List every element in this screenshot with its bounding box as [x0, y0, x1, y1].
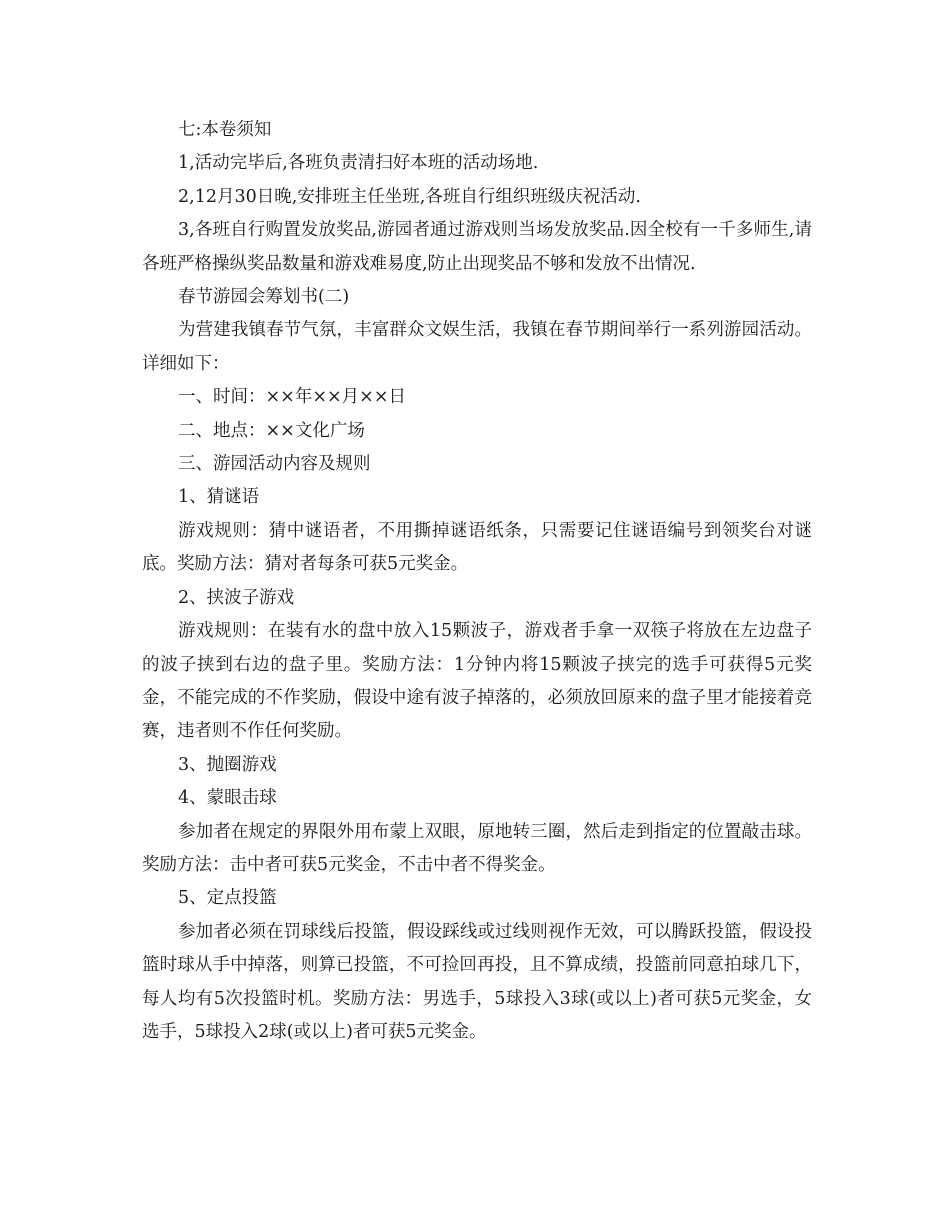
note-item-2: 2,12月30日晚,安排班主任坐班,各班自行组织班级庆祝活动.: [178, 186, 641, 207]
activity-heading-ring-toss: 3、抛圈游戏: [178, 754, 277, 775]
note-item-3: 3,各班自行购置发放奖品,游园者通过游戏则当场发放奖品.因全校有一千多师生,请各班严格操纵奖品数量和游戏难易度,防止出现奖品不够和发放不出情况.: [142, 220, 812, 274]
activity-heading-basketball: 5、定点投篮: [178, 888, 277, 909]
location-line: 二、地点：××文化广场: [178, 420, 365, 441]
activity-rules-blindfold: 参加者在规定的界限外用布蒙上双眼，原地转三圈，然后走到指定的位置敲击球。奖励方法：击中者可获5元奖金，不击中者不得奖金。: [142, 821, 812, 875]
time-line: 一、时间：××年××月××日: [178, 387, 406, 408]
activity-rules-marbles: 游戏规则：在装有水的盘中放入15颗波子，游戏者手拿一双筷子将放在左边盘子的波子挟到右边的盘子里。奖励方法：1分钟内将15颗波子挟完的选手可获得5元奖金，不能完成的不作奖励，假设中途有波子掉落的，必须放回原来的盘子里才能接着竞赛，违者则不作任何奖励。: [142, 621, 812, 742]
note-item-1: 1,活动完毕后,各班负责清扫好本班的活动场地.: [178, 153, 539, 174]
activity-rules-basketball: 参加者必须在罚球线后投篮，假设踩线或过线则视作无效，可以腾跃投篮，假设投篮时球从手中掉落，则算已投篮，不可捡回再投，且不算成绩，投篮前同意拍球几下，每人均有5次投篮时机。奖励方法：男选手，5球投入3球(或以上)者可获5元奖金，女选手，5球投入2球(或以上)者可获5元奖金。: [142, 921, 812, 1042]
activity-heading-riddles: 1、猜谜语: [178, 487, 260, 508]
activity-rules-riddles: 游戏规则：猜中谜语者，不用撕掉谜语纸条，只需要记住谜语编号到领奖台对谜底。奖励方法：猜对者每条可获5元奖金。: [142, 520, 812, 575]
intro-paragraph: 为营建我镇春节气氛，丰富群众文娱生活，我镇在春节期间举行一系列游园活动。详细如下：: [142, 320, 812, 374]
document-body: [142, 114, 812, 1049]
activity-heading-marbles: 2、挟波子游戏: [178, 587, 295, 608]
activity-heading-blindfold: 4、蒙眼击球: [178, 788, 277, 809]
section-heading-activities: 三、游园活动内容及规则: [178, 454, 371, 475]
document-subtitle: 春节游园会筹划书(二): [178, 287, 350, 308]
section-heading-notes: 七:本卷须知: [178, 120, 272, 140]
